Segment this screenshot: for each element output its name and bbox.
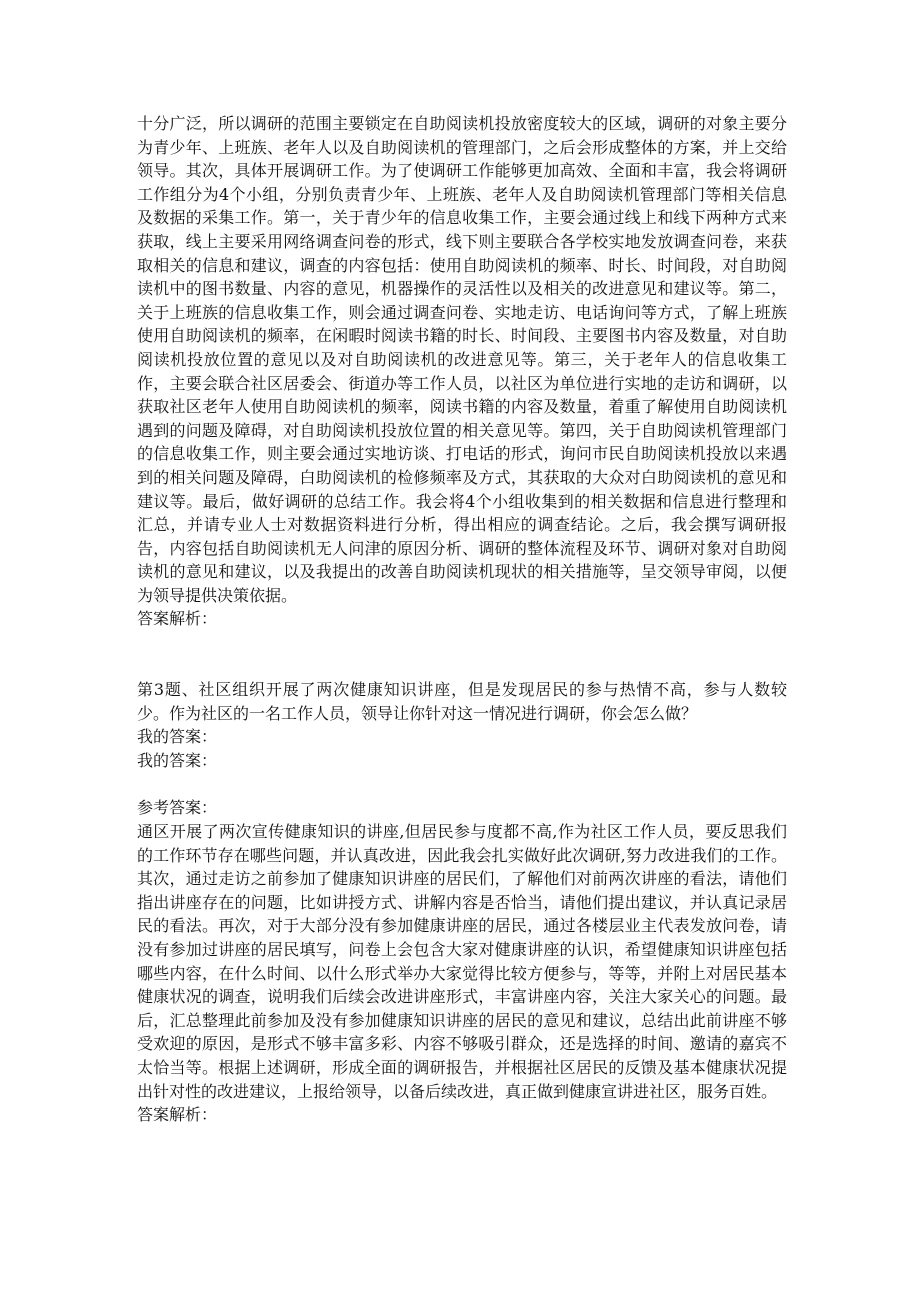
spacer [137, 772, 787, 796]
reference-answer-label: 参考答案： [137, 798, 218, 818]
question-3-prompt: 第3题、社区组织开展了两次健康知识讲座，但是发现居民的参与热情不高，参与人数较少。作为社区的一名工作人员，领导让你针对这一情况进行调研，你会怎么做？ [137, 680, 787, 723]
reference-answer-text: 通区开展了两次宣传健康知识的讲座,但居民参与度都不高,作为社区工作人员，要反思我们的工作环节存在哪些问题，并认真改进，因此我会扎实做好此次调研,努力改进我们的工作。其次，通过走访之前参加了健康知识讲座的居民们，了解他们对前两次讲座的看法，请他们指出讲座存在的问题，比如讲授方式、讲解内容是否恰当，请他们提出建议，并认真记录居民的看法。再次，对于大部分没有参加健康讲座的居民，通过各楼层业主代表发放问卷，请没有参加过讲座的居民填写，问卷上会包含大家对健康讲座的认识，希望健康知识讲座包括哪些内容，在什么时间、以什么形式举办大家觉得比较方便参与，等等，并附上对居民基本健康状况的调查，说明我们后续会改进讲座形式，丰富讲座内容，关注大家关心的问题。最后，汇总整理此前参加及没有参加健康知识讲座的居民的意见和建议，总结出此前讲座不够受欢迎的原因，是形式不够丰富多彩、内容不够吸引群众，还是选择的时间、邀请的嘉宾不太恰当等。根据上述调研，形成全面的调研报告，并根据社区居民的反馈及基本健康状况提出针对性的改进建议，上报给领导，以备后续改进，真正做到健康宣讲进社区，服务百姓。 [137, 822, 787, 1101]
spacer [137, 631, 787, 678]
answer-analysis-label: 答案解析： [137, 609, 218, 629]
document-page [137, 112, 787, 1127]
my-answer-label: 我的答案： [137, 750, 218, 770]
answer-analysis-label: 答案解析： [137, 1105, 218, 1125]
my-answer-label: 我的答案： [137, 727, 218, 747]
answer-body-text: 十分广泛，所以调研的范围主要锁定在自助阅读机投放密度较大的区域，调研的对象主要分为青少年、上班族、老年人以及自助阅读机的管理部门，之后会形成整体的方案，并上交给领导。其次，具体开展调研工作。为了使调研工作能够更加高效、全面和丰富，我会将调研工作组分为4个小组，分别负责青少年、上班族、老年人及自助阅读机管理部门等相关信息及数据的采集工作。第一，关于青少年的信息收集工作，主要会通过线上和线下两种方式来获取，线上主要采用网络调查问卷的形式，线下则主要联合各学校实地发放调查问卷，来获取相关的信息和建议，调查的内容包括：使用自助阅读机的频率、时长、时间段，对自助阅读机中的图书数量、内容的意见，机器操作的灵活性以及相关的改进意见和建议等。第二，关于上班族的信息收集工作，则会通过调查问卷、实地走访、电话询问等方式，了解上班族使用自助阅读机的频率，在闲暇时阅读书籍的时长、时间段、主要图书内容及数量，对自助阅读机投放位置的意见以及对自助阅读机的改进意见等。第三，关于老年人的信息收集工作，主要会联合社区居委会、街道办等工作人员，以社区为单位进行实地的走访和调研，以获取社区老年人使用自助阅读机的频率，阅读书籍的内容及数量，着重了解使用自助阅读机遇到的问题及障碍，对自助阅读机投放位置的相关意见等。第四，关于自助阅读机管理部门的信息收集工作，则主要会通过实地访谈、打电话的形式，询问市民自助阅读机投放以来遇到的相关问题及障碍，白助阅读机的检修频率及方式，其获取的大众对白助阅读机的意见和建议等。最后，做好调研的总结工作。我会将4个小组收集到的相关数据和信息进行整理和汇总，并请专业人士对数据资料进行分析，得出相应的调查结论。之后，我会撰写调研报告，内容包括自助阅读机无人问津的原因分析、调研的整体流程及环节、调研对象对自助阅读机的意见和建议，以及我提出的改善自助阅读机现状的相关措施等，呈交领导审阅，以便为领导提供决策依据。 [137, 114, 787, 605]
